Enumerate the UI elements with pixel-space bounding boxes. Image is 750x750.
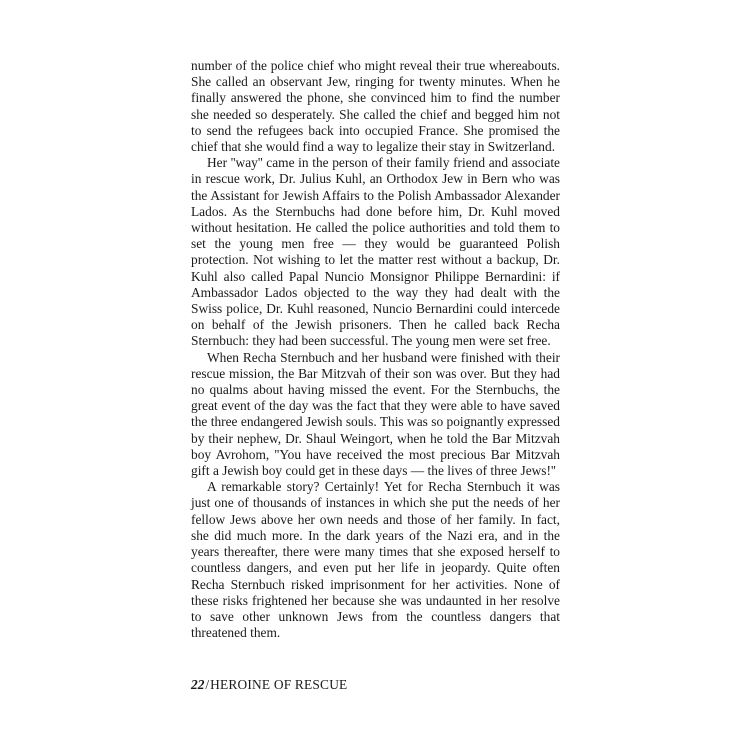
- paragraph: When Recha Sternbuch and her husband were finished with their rescue mission, the Bar Mitzvah of their son was over. But they had no qualms about having missed the event. For the Sternbuchs, the great event of the day was the fact that they were able to have saved the three endangered Jewish souls. This was so poignantly expressed by their nephew, Dr. Shaul Weingort, when he told the Bar Mitzvah boy Avrohom, ''You have received the most precious Bar Mitzvah gift a Jewish boy could get in these days — the lives of three Jews!'': [191, 349, 560, 479]
- page-footer: [191, 677, 347, 693]
- footer-separator: /: [205, 677, 210, 692]
- body-text: [191, 58, 560, 641]
- page-number: 22: [191, 677, 205, 692]
- paragraph-continued: number of the police chief who might reveal their true whereabouts. She called an observant Jew, ringing for twenty minutes. When he finally answered the phone, she convinced him to find the number she needed so desperately. She called the chief and begged him not to send the refugees back into occupied France. She promised the chief that she would find a way to legalize their stay in Switzerland.: [191, 58, 560, 155]
- paragraph: A remarkable story? Certainly! Yet for Recha Sternbuch it was just one of thousands of instances in which she put the needs of her fellow Jews above her own needs and those of her family. In fact, she did much more. In the dark years of the Nazi era, and in the years thereafter, there were many times that she exposed herself to countless dangers, and even put her life in jeopardy. Quite often Recha Sternbuch risked imprisonment for her activities. None of these risks frightened her because she was undaunted in her resolve to save other unknown Jews from the countless dangers that threatened them.: [191, 479, 560, 641]
- paragraph: Her ''way'' came in the person of their family friend and associate in rescue work, Dr. Julius Kuhl, an Orthodox Jew in Bern who was the Assistant for Jewish Affairs to the Polish Ambassador Alexander Lados. As the Sternbuchs had done before him, Dr. Kuhl moved without hesitation. He called the police authorities and told them to set the young men free — they would be guaranteed Polish protection. Not wishing to let the matter rest without a backup, Dr. Kuhl also called Papal Nuncio Monsignor Philippe Bernardini: if Ambassador Lados objected to the way they had dealt with the Swiss police, Dr. Kuhl reasoned, Nuncio Bernardini could intercede on behalf of the Jewish prisoners. Then he called back Recha Sternbuch: they had been successful. The young men were set free.: [191, 155, 560, 349]
- running-title: HEROINE OF RESCUE: [210, 677, 348, 692]
